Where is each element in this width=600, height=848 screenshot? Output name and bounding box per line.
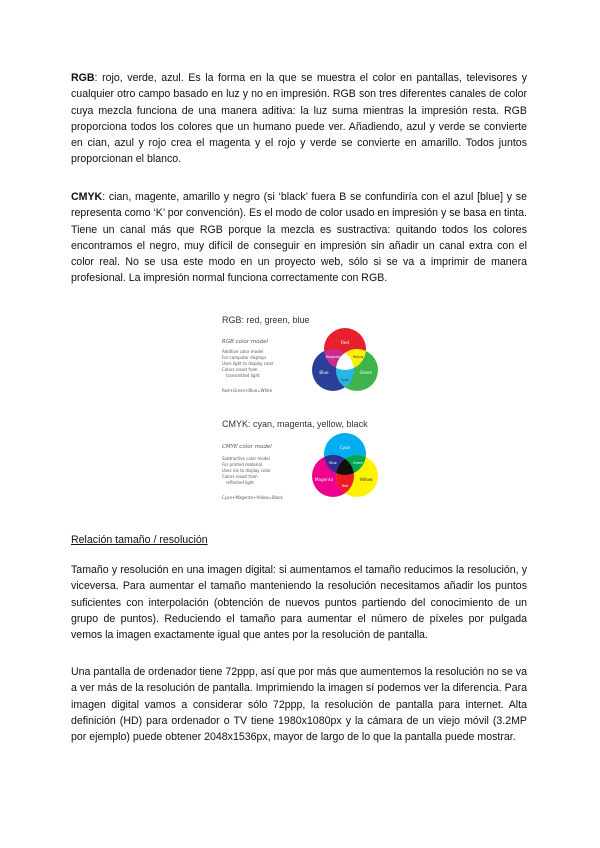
rgb-label-red: Red — [341, 340, 349, 345]
size-resolution-paragraph: Tamaño y resolución en una imagen digital: si aumentamos el tamaño reducimos la resolución, y viceversa. Para aumentar el tamaño manteniendo la resolución necesitamos añadir los puntos suficientes con interpolación (obtención de nuevos puntos partiendo del conocimiento de un grupo de puntos). Reduciendo el tamaño para aumentar el número de píxeles por pulgada vemos la imagen exactamente igual que antes por la resolución de pantalla. — [71, 564, 527, 642]
rgb-bullet: Additive color model — [222, 349, 264, 354]
cmyk-label-red: Red — [341, 484, 349, 488]
cmyk-label-magenta: Magenta — [314, 477, 334, 482]
cmyk-model-label: CMYK color model — [222, 444, 272, 450]
rgb-bullet: For computer displays — [222, 355, 267, 360]
rgb-formula: Red+Green+Blue=White — [222, 388, 273, 393]
screen-resolution-paragraph: Una pantalla de ordenador tiene 72ppp, así que por más que aumentemos la resolución no se va a ver más de la resolución de pantalla. Imprimiendo la imagen sí podemos ver la diferencia. Para imagen digital vamos a considerar sólo 72ppp, la resolución de pantalla para internet. Alta definición (HD) para ordenador o TV tiene 1980x1080px y la cámara de un viejo móvil (3.2MP por ejemplo) puede obtener 2048x1536px, mayor de largo de lo que la pantalla puede mostrar. — [71, 666, 527, 744]
cmyk-label-blue: Blue — [329, 461, 337, 465]
rgb-bullet: transmitted light — [226, 373, 260, 378]
section-heading: Relación tamaño / resolución — [71, 534, 208, 546]
rgb-label-green: Green — [359, 370, 373, 375]
rgb-label-magenta: Magenta — [325, 355, 341, 359]
cmyk-bullet: reflected light — [226, 480, 254, 485]
rgb-model-label: RGB color model — [222, 339, 269, 345]
rgb-text: : rojo, verde, azul. Es la forma en la que se muestra el color en pantallas, televisores y cualquier otro campo basado en luz y no en impresión. RGB son tres diferentes canales de color cuya mezcla funciona de una manera aditiva: la luz suma mientras la impresión resta. RGB proporciona todos los colores que un humano puede ver. Añadiendo, azul y verde se convierte en cian, azul y rojo crea el magenta y el rojo y verde se convierte en amarillo. Todos juntos proporcionan el blanco. — [71, 72, 527, 166]
color-model-figure — [218, 310, 388, 522]
rgb-paragraph — [71, 70, 527, 168]
rgb-figure-title: RGB: red, green, blue — [222, 315, 310, 325]
rgb-bullet: Colors result from — [222, 367, 258, 372]
cmyk-label-yellow: Yellow — [359, 477, 373, 482]
cmyk-bullet: Colors result from — [222, 474, 258, 479]
cmyk-bullet: Uses ink to display color — [222, 468, 271, 473]
cmyk-label-green: Green — [352, 461, 364, 465]
cmyk-paragraph — [71, 189, 527, 287]
rgb-label-yellow: Yellow — [352, 355, 364, 359]
cmyk-figure-title: CMYK: cyan, magenta, yellow, black — [222, 419, 368, 429]
rgb-bullet: Uses light to display color — [222, 361, 274, 366]
cmyk-text: : cian, magente, amarillo y negro (si ‘black’ fuera B se confundiría con el azul [blue] y se representa como ‘K’ por convención). Es el modo de color usado en impresión y se basa en tinta. Tiene un canal más que RGB porque la mezcla es sustractiva: quitando todos los colores encontramos el negro, muy difícil de conseguir en impresión sin añadir un canal extra con el color real. No se usa este modo en un proyecto web, sólo si se va a imprimir de manera profesional. La impresión normal funciona correctamente con RGB. — [71, 191, 527, 285]
rgb-label-cyan: Cyan — [340, 378, 350, 382]
rgb-label-blue: Blue — [319, 370, 329, 375]
rgb-term: RGB — [71, 72, 95, 84]
cmyk-bullet: For printed material — [222, 462, 262, 467]
cmyk-label-cyan: Cyan — [339, 445, 351, 450]
cmyk-term: CMYK — [71, 191, 103, 203]
cmyk-bullet: Subtractive color model — [222, 456, 270, 461]
cmyk-formula: Cyan+Magenta+Yellow=Black — [222, 495, 283, 500]
